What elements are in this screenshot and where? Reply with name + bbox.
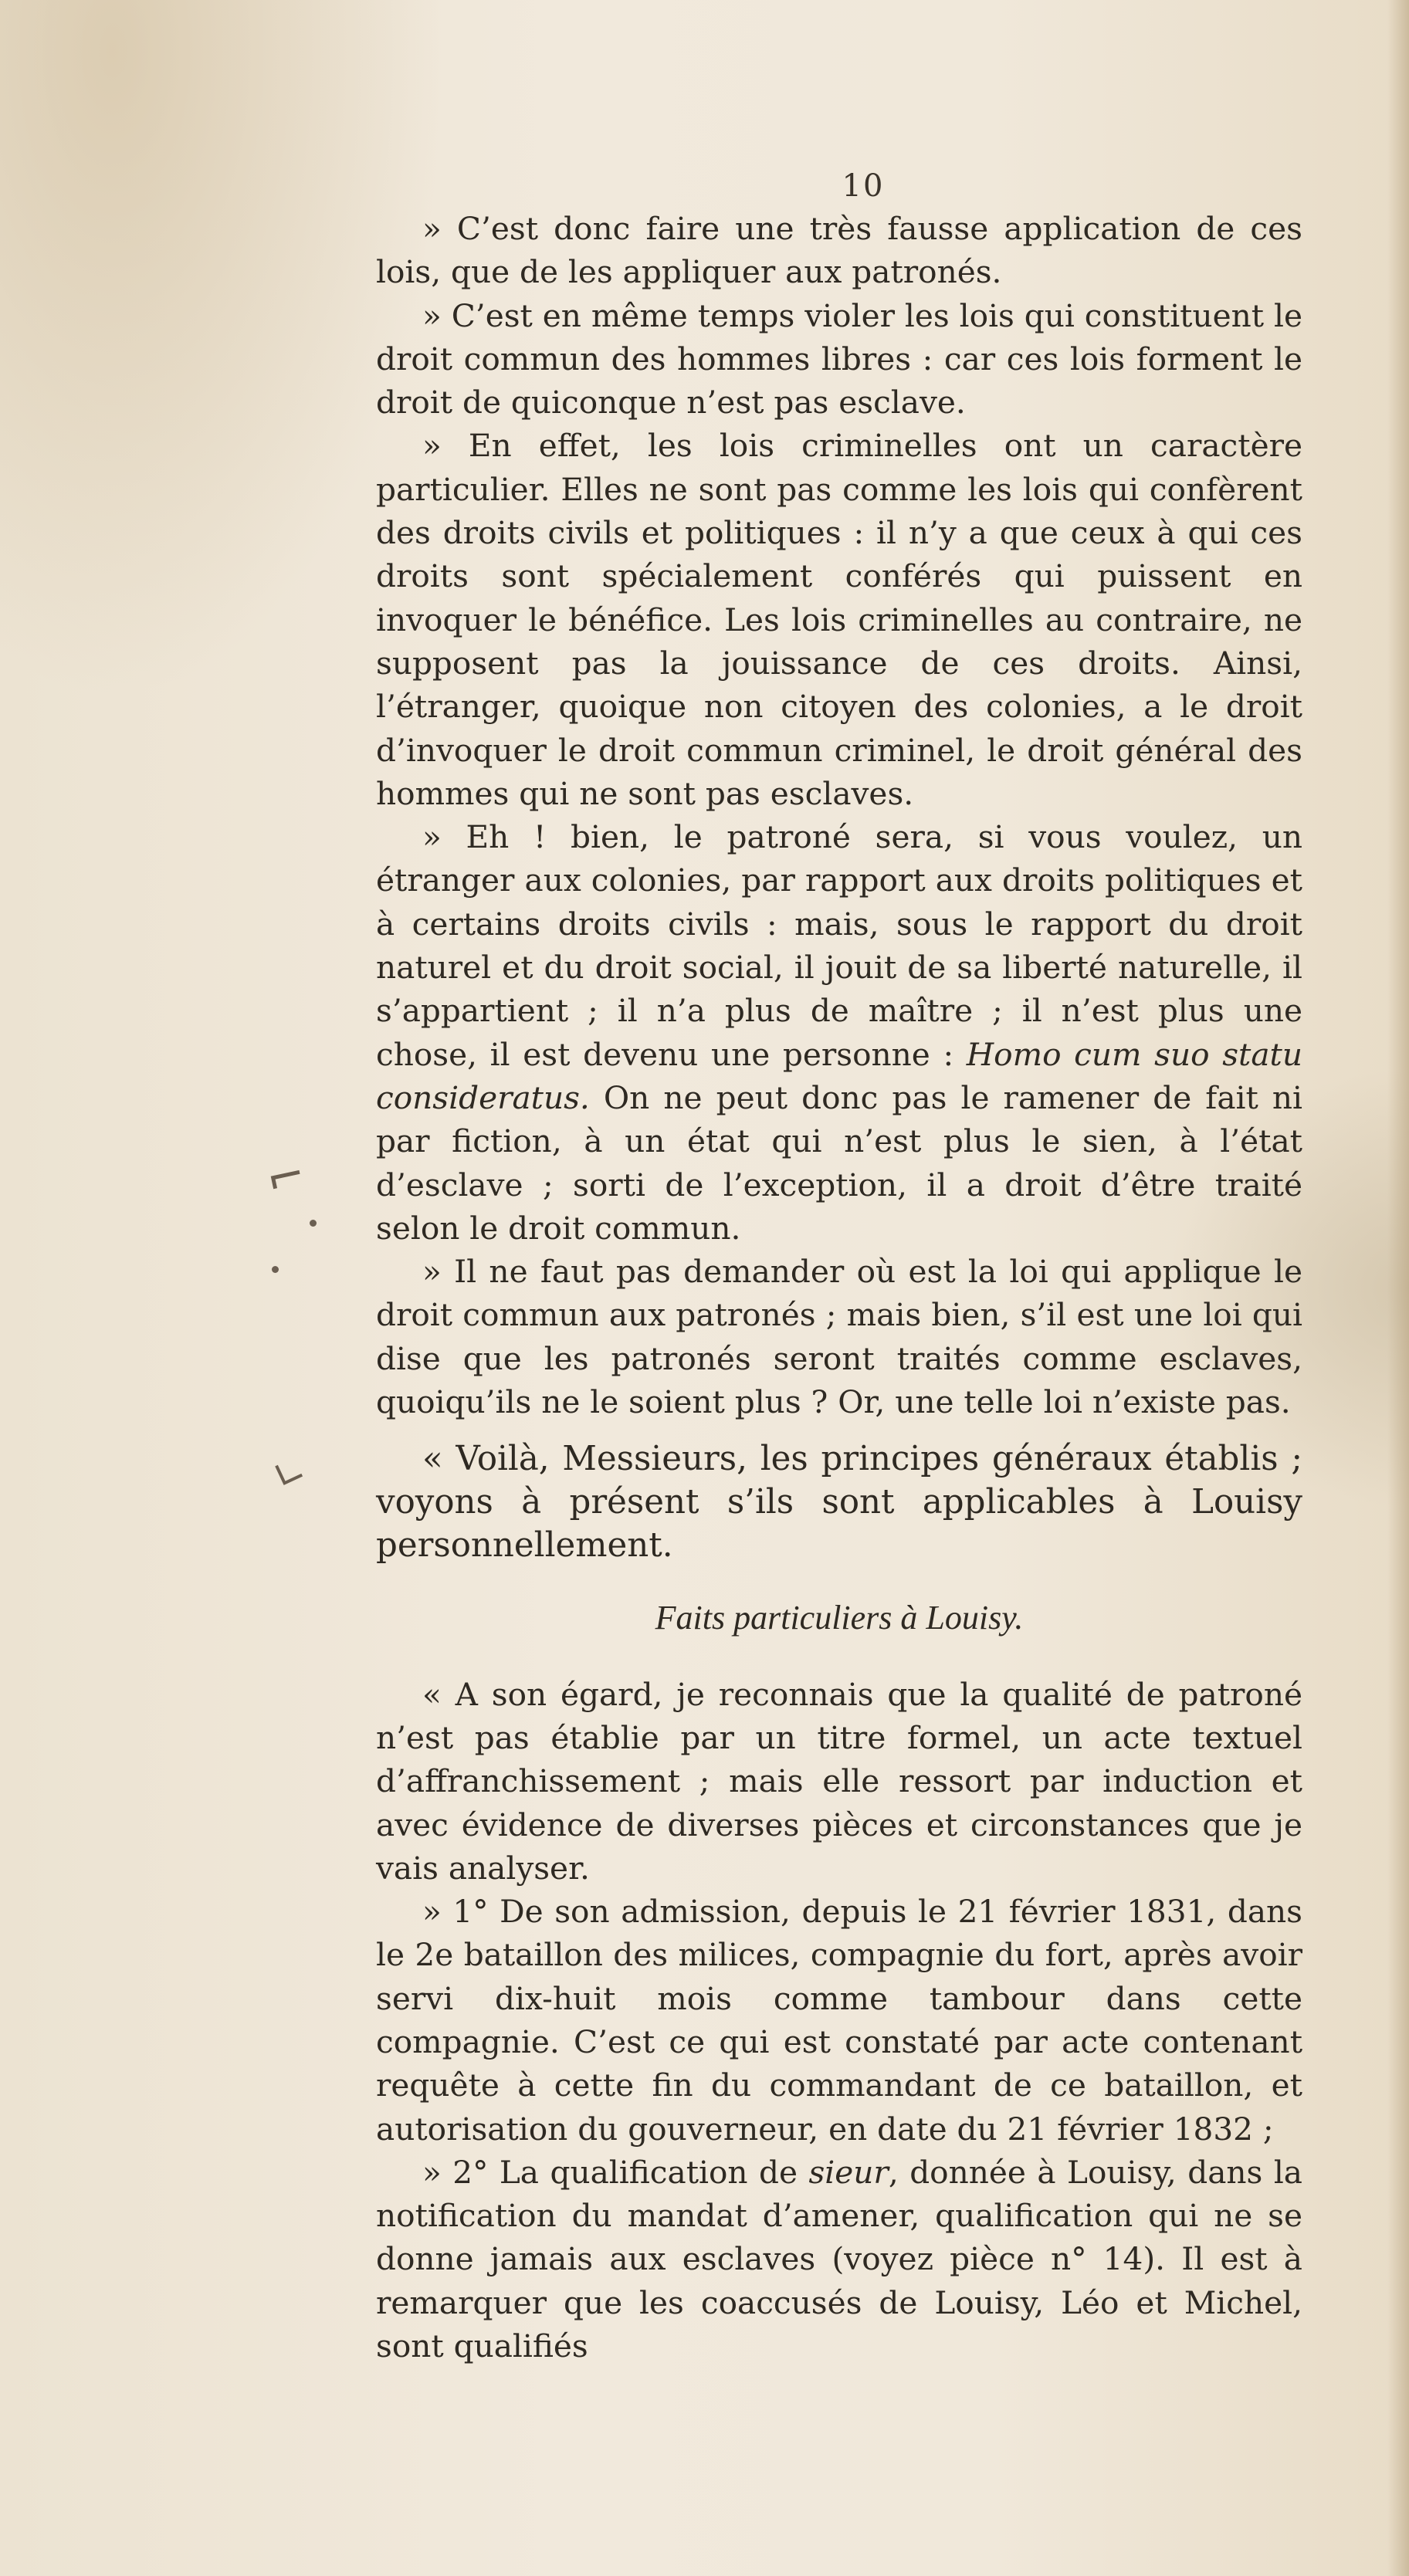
paragraph-text: » C’est donc faire une très fausse application de ces lois, que de les appliquer aux patronés. [376, 210, 1302, 291]
margin-ink-mark: ⌐ [261, 1146, 311, 1208]
ink-spot [310, 1220, 317, 1227]
paragraph-text: » C’est en même temps violer les lois qui constituent le droit commun des hommes libres : car ces lois forment le droit de quiconque n’est pas esclave. [376, 296, 1302, 421]
paragraph [376, 815, 1302, 1250]
page-number: 10 [842, 168, 885, 204]
paragraph-text: » En effet, les lois criminelles ont un caractère particulier. Elles ne sont pas comme les lois qui confèrent des droits civils et politiques : il n’y a que ceux à qui ces droits sont spécialement conférés qui puissent en invoquer le bénéfice. Les lois criminelles au contraire, ne supposent pas la jouissance de ces droits. Ainsi, l’étranger, quoique non citoyen des colonies, a le droit d’invoquer le droit commun criminel, le droit général des hommes qui ne sont pas esclaves. [376, 427, 1302, 812]
section-heading: Faits particuliers à Louisy. [655, 1599, 1024, 1637]
page-edge-shadow [1387, 0, 1409, 2576]
body-text [376, 207, 1302, 2368]
paragraph [376, 207, 1302, 294]
paragraph [376, 424, 1302, 815]
paragraph-text: On ne peut donc pas le ramener de fait ni par fiction, à un état qui n’est plus le sien, à l’état d’esclave ; sorti de l’exception, il a droit d’être traité selon le droit commun. [376, 1078, 1302, 1247]
paragraph [376, 1437, 1302, 1567]
margin-ink-mark: ∟ [266, 1447, 313, 1499]
paragraph [376, 2151, 1302, 2368]
paragraph-text: « Voilà, Messieurs, les principes généraux établis ; voyons à présent s’ils sont applicables à Louisy personnellement. [376, 1440, 1302, 1566]
latin-phrase: Homo cum suo statu consideratus. [376, 1035, 1302, 1116]
italic-word: sieur [808, 2153, 889, 2191]
paragraph-text: « A son égard, je reconnais que la qualité de patroné n’est pas établie par un titre formel, un acte textuel d’affranchissement ; mais elle ressort par induction et avec évidence de diverses pièces et circonstances que je vais analyser. [376, 1675, 1302, 1887]
paragraph-text: » 2° La qualification de [422, 2153, 809, 2191]
ink-spot [272, 1266, 279, 1273]
paragraph-text: » Eh ! bien, le patroné sera, si vous voulez, un étranger aux colonies, par rapport aux droits politiques et à certains droits civils : mais, sous le rapport du droit naturel et du droit social, il jouit de sa liberté naturelle, il s’appartient ; il n’a plus de maître ; il n’est plus une chose, il est devenu une personne : [376, 818, 1302, 1073]
paragraph [376, 294, 1302, 425]
paragraph-text: , donnée à Louisy, dans la notification du mandat d’amener, qualification qui ne se donne jamais aux esclaves (voyez pièce n° 14). Il est à remarquer que les coaccusés de Louisy, Léo et Michel, sont qualifiés [376, 2153, 1302, 2365]
paragraph [376, 1250, 1302, 1423]
paragraph [376, 1673, 1302, 1890]
paragraph-text: » Il ne faut pas demander où est la loi qui applique le droit commun aux patronés ; mais bien, s’il est une loi qui dise que les patronés seront traités comme esclaves, quoiqu’ils ne le soient plus ? Or, une telle loi n’existe pas. [376, 1253, 1302, 1421]
paragraph-text: » 1° De son admission, depuis le 21 février 1831, dans le 2e bataillon des milices, compagnie du fort, après avoir servi dix-huit mois comme tambour dans cette compagnie. C’est ce qui est constaté par acte contenant requête à cette fin du commandant de ce bataillon, et autorisation du gouverneur, en date du 21 février 1832 ; [376, 1893, 1302, 2148]
paragraph [376, 1890, 1302, 2151]
